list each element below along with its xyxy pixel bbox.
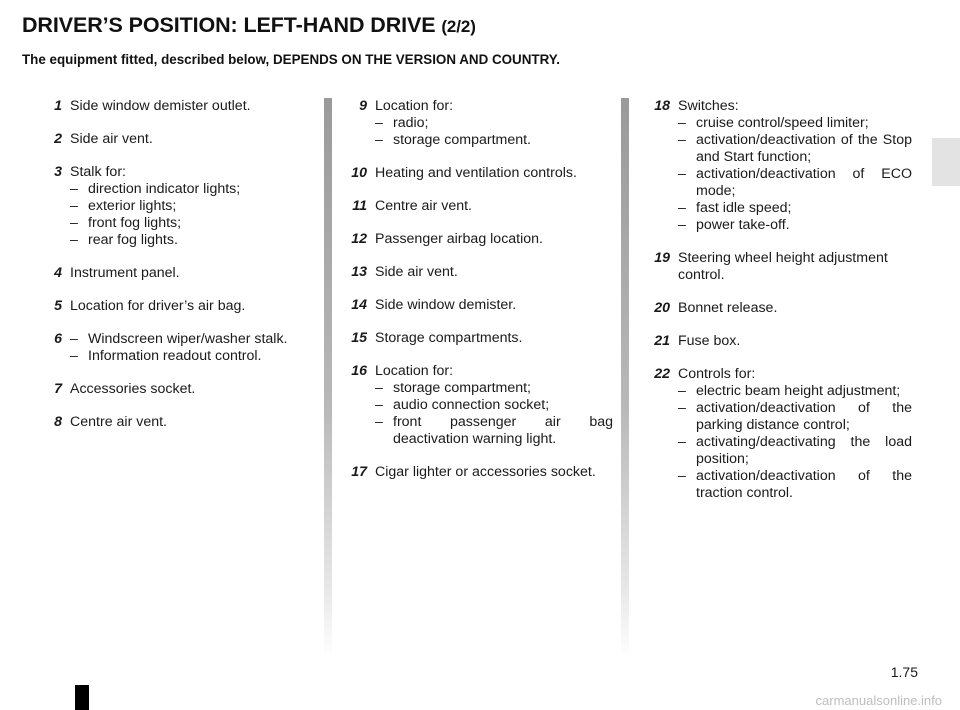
legend-text: Passenger airbag location. <box>375 231 543 247</box>
legend-text: Instrument panel. <box>70 265 180 281</box>
legend-body <box>678 366 912 502</box>
legend-subitem <box>70 232 316 249</box>
dash-bullet: – <box>375 414 383 430</box>
legend-text: Centre air vent. <box>375 198 472 214</box>
legend-subitem-text: front fog lights; <box>88 215 182 231</box>
legend-subitem-text: rear fog lights. <box>88 232 178 248</box>
legend-item <box>48 164 316 249</box>
dash-bullet: – <box>375 397 383 413</box>
legend-text: Centre air vent. <box>70 414 167 430</box>
legend-subitem-text: audio connection socket; <box>393 397 550 413</box>
legend-subitem <box>70 198 316 215</box>
legend-item <box>48 131 316 148</box>
legend-subitem-text: storage compartment; <box>393 380 531 396</box>
legend-subitem <box>678 115 912 132</box>
column-3 <box>640 98 912 518</box>
legend-body <box>70 265 316 282</box>
legend-number: 17 <box>351 464 367 480</box>
dash-bullet: – <box>375 380 383 396</box>
legend-subitem-text: activating/deactivating the load position; <box>696 434 912 467</box>
legend-subitem <box>678 468 912 502</box>
legend-item <box>640 366 912 502</box>
legend-text: Controls for: <box>678 366 756 382</box>
legend-subitem-text: activation/deactivation of ECO mode; <box>696 166 912 199</box>
legend-item <box>48 331 316 365</box>
legend-number: 9 <box>359 98 367 114</box>
legend-subitem-text: front passenger air bag deactivation warning light. <box>393 414 613 447</box>
legend-text: Side window demister outlet. <box>70 98 251 114</box>
legend-body <box>375 464 613 481</box>
legend-subitem <box>678 166 912 200</box>
legend-body <box>375 98 613 149</box>
legend-item <box>345 297 613 314</box>
legend-text: Location for: <box>375 98 454 114</box>
legend-subitem <box>70 331 316 348</box>
dash-bullet: – <box>70 215 78 231</box>
dash-bullet: – <box>70 232 78 248</box>
legend-item <box>48 381 316 398</box>
dash-bullet: – <box>678 468 686 484</box>
legend-item <box>48 298 316 315</box>
legend-item <box>345 264 613 281</box>
page-title-part: (2/2) <box>441 17 476 36</box>
page-subtitle: The equipment fitted, described below, DEPENDS ON THE VERSION AND COUNTRY. <box>22 52 560 67</box>
legend-text: Stalk for: <box>70 164 126 180</box>
legend-subitem-text: activation/deactivation of the parking distance control; <box>696 400 912 433</box>
legend-number: 3 <box>54 164 62 180</box>
legend-subitem-text: Windscreen wiper/washer stalk. <box>88 331 288 347</box>
legend-item <box>345 231 613 248</box>
legend-subitem <box>678 400 912 434</box>
legend-number: 8 <box>54 414 62 430</box>
legend-body <box>678 333 912 350</box>
column-1 <box>48 98 316 447</box>
dash-bullet: – <box>70 181 78 197</box>
legend-item <box>48 98 316 115</box>
column-separator <box>324 98 332 658</box>
legend-body <box>70 414 316 431</box>
dash-bullet: – <box>678 383 686 399</box>
section-tab <box>932 138 960 186</box>
legend-item <box>345 330 613 347</box>
dash-bullet: – <box>678 115 686 131</box>
watermark: carmanualsonline.info <box>815 693 942 708</box>
legend-body <box>375 363 613 448</box>
legend-subitem <box>70 348 316 365</box>
legend-body <box>70 331 316 365</box>
legend-subitem <box>375 380 613 397</box>
legend-subitem-text: activation/deactivation of the traction control. <box>696 468 912 501</box>
legend-item <box>345 464 613 481</box>
legend-subitem-text: cruise control/speed limiter; <box>696 115 869 131</box>
legend-number: 6 <box>54 331 62 347</box>
legend-text: Switches: <box>678 98 739 114</box>
legend-body <box>678 300 912 317</box>
dash-bullet: – <box>678 400 686 416</box>
legend-subitem <box>678 434 912 468</box>
legend-number: 14 <box>351 297 367 313</box>
legend-text: Storage compartments. <box>375 330 523 346</box>
legend-item <box>48 414 316 431</box>
legend-item <box>640 333 912 350</box>
legend-text: Side air vent. <box>375 264 458 280</box>
dash-bullet: – <box>375 115 383 131</box>
legend-text: Location for driver’s air bag. <box>70 298 246 314</box>
legend-number: 11 <box>352 198 367 214</box>
legend-text: Steering wheel height adjustment control. <box>678 250 888 283</box>
legend-subitem-text: power take-off. <box>696 217 790 233</box>
legend-subitem-text: activation/deactivation of the Stop and Start function; <box>696 132 912 165</box>
legend-text: Bonnet release. <box>678 300 778 316</box>
legend-item <box>345 165 613 182</box>
dash-bullet: – <box>678 434 686 450</box>
legend-subitem <box>678 383 912 400</box>
column-separator <box>621 98 629 658</box>
dash-bullet: – <box>70 198 78 214</box>
legend-body <box>375 198 613 215</box>
dash-bullet: – <box>678 166 686 182</box>
legend-text: Side air vent. <box>70 131 153 147</box>
page-title <box>22 13 476 38</box>
legend-body <box>70 381 316 398</box>
dash-bullet: – <box>375 132 383 148</box>
legend-body <box>375 330 613 347</box>
legend-item <box>48 265 316 282</box>
legend-subitem-text: radio; <box>393 115 429 131</box>
legend-body <box>70 298 316 315</box>
dash-bullet: – <box>678 132 686 148</box>
legend-number: 15 <box>351 330 367 346</box>
legend-text: Fuse box. <box>678 333 741 349</box>
legend-subitem <box>375 115 613 132</box>
legend-number: 12 <box>351 231 367 247</box>
legend-number: 2 <box>54 131 62 147</box>
legend-number: 10 <box>351 165 367 181</box>
legend-subitem-text: electric beam height adjustment; <box>696 383 901 399</box>
legend-subitem <box>375 132 613 149</box>
page-marker <box>75 685 89 710</box>
legend-number: 4 <box>54 265 62 281</box>
legend-subitem <box>375 414 613 448</box>
legend-subitem <box>70 215 316 232</box>
legend-body <box>375 264 613 281</box>
legend-item <box>640 300 912 317</box>
legend-number: 19 <box>654 250 670 266</box>
legend-item <box>640 250 912 284</box>
legend-body <box>70 98 316 115</box>
legend-number: 20 <box>654 300 670 316</box>
legend-subitem <box>70 181 316 198</box>
legend-number: 16 <box>351 363 367 379</box>
dash-bullet: – <box>678 217 686 233</box>
legend-subitem-text: fast idle speed; <box>696 200 792 216</box>
legend-subitem <box>678 200 912 217</box>
legend-subitem-text: exterior lights; <box>88 198 177 214</box>
legend-body <box>70 164 316 249</box>
legend-text: Location for: <box>375 363 454 379</box>
legend-item <box>345 363 613 448</box>
legend-body <box>70 131 316 148</box>
legend-subitem-text: Information readout control. <box>88 348 262 364</box>
dash-bullet: – <box>70 331 78 347</box>
legend-number: 21 <box>654 333 670 349</box>
legend-item <box>640 98 912 234</box>
page-number: 1.75 <box>890 664 918 680</box>
column-2 <box>345 98 613 497</box>
legend-subitem <box>375 397 613 414</box>
dash-bullet: – <box>70 348 78 364</box>
dash-bullet: – <box>678 200 686 216</box>
legend-item <box>345 98 613 149</box>
legend-subitem <box>678 217 912 234</box>
legend-text: Heating and ventilation controls. <box>375 165 577 181</box>
legend-subitem-text: direction indicator lights; <box>88 181 241 197</box>
legend-text: Accessories socket. <box>70 381 196 397</box>
legend-body <box>678 98 912 234</box>
legend-body <box>375 297 613 314</box>
legend-number: 1 <box>54 98 62 114</box>
legend-body <box>678 250 912 284</box>
legend-number: 5 <box>54 298 62 314</box>
page-title-text: DRIVER’S POSITION: LEFT-HAND DRIVE <box>22 13 436 37</box>
legend-number: 18 <box>654 98 670 114</box>
legend-subitem-text: storage compartment. <box>393 132 531 148</box>
legend-number: 13 <box>351 264 367 280</box>
legend-body <box>375 165 613 182</box>
legend-number: 7 <box>54 381 62 397</box>
legend-text: Side window demister. <box>375 297 517 313</box>
legend-body <box>375 231 613 248</box>
legend-subitem <box>678 132 912 166</box>
legend-text: Cigar lighter or accessories socket. <box>375 464 596 480</box>
legend-item <box>345 198 613 215</box>
legend-number: 22 <box>654 366 670 382</box>
